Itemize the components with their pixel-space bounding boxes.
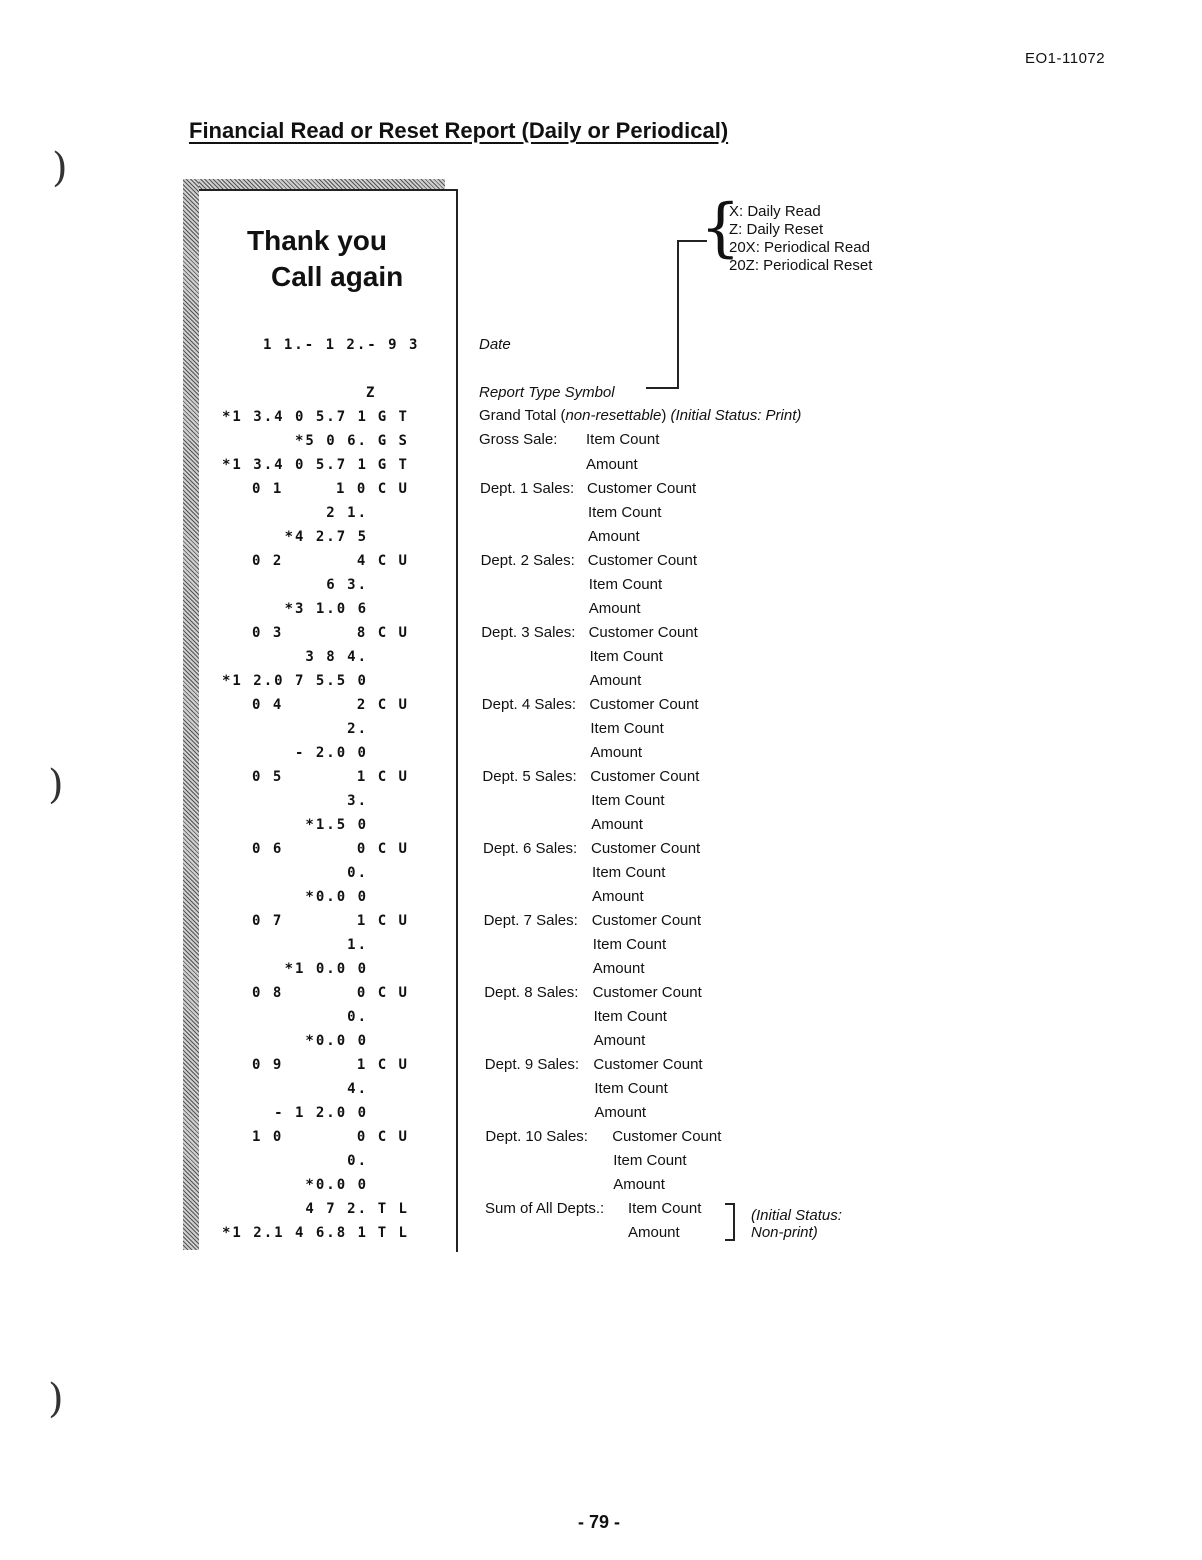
dept-label: Dept. 1 Sales: [480, 480, 575, 497]
dept-label: Dept. 6 Sales: [483, 840, 578, 857]
page-number: - 79 - [578, 1512, 621, 1532]
dept-label: Dept. 8 Sales: [484, 984, 579, 1001]
dept-customer-count-label: Customer Count [612, 1128, 722, 1145]
receipt-line-code: 1 C U [356, 769, 409, 785]
dept-item-count-label: Item Count [613, 1152, 687, 1169]
page-title: Financial Read or Reset Report (Daily or Periodical) [189, 118, 729, 143]
receipt-line-code: 0 C U [356, 1129, 409, 1145]
receipt-line-value: *5 0 6. [294, 433, 368, 449]
receipt-line-value: *1 3.4 0 5.7 1 [221, 409, 368, 425]
binding-mark: ) [48, 1376, 64, 1422]
dept-customer-count-label: Customer Count [588, 624, 698, 641]
receipt-line-value: 1. [347, 937, 368, 953]
receipt-line-code: 1 C U [356, 913, 409, 929]
sum-bracket-top [725, 1203, 735, 1205]
binding-mark: ) [52, 145, 68, 191]
receipt-line-code: 1 0 C U [335, 481, 409, 497]
receipt-line-value: *0.0 0 [305, 1177, 368, 1193]
legend-item-z: Z: Daily Reset [729, 221, 824, 238]
dept-amount-label: Amount [594, 1104, 647, 1121]
dept-customer-count-label: Customer Count [591, 912, 702, 929]
receipt-report-symbol: Z [366, 385, 377, 401]
receipt-line-value: 2 1. [326, 505, 368, 521]
receipt-line-code: 8 C U [356, 625, 409, 641]
binding-mark: ) [48, 762, 64, 808]
receipt-line-code: 1 C U [356, 1057, 409, 1073]
legend-item-20x: 20X: Periodical Read [729, 239, 870, 256]
receipt-shadow-left [183, 179, 199, 1250]
dept-customer-count-label: Customer Count [592, 984, 702, 1001]
label-gross-item-count: Item Count [586, 431, 660, 448]
receipt-line-value: *0.0 0 [305, 1033, 368, 1049]
legend-connector-bottom [646, 387, 679, 389]
dept-customer-count-label: Customer Count [587, 552, 698, 569]
receipt-line-value: 0 6 [252, 841, 284, 857]
receipt-line-value: 0 2 [252, 553, 284, 569]
receipt-line-value: 4. [347, 1081, 368, 1097]
receipt-line-value: 0. [347, 1009, 368, 1025]
dept-label: Dept. 3 Sales: [481, 624, 576, 641]
grand-total-non-resettable: non-resettable [565, 407, 662, 424]
dept-customer-count-label: Customer Count [587, 480, 697, 497]
dept-label: Dept. 5 Sales: [482, 768, 577, 785]
receipt-line-value: 0 4 [252, 697, 284, 713]
label-initial-nonprint-1: (Initial Status: [751, 1207, 842, 1224]
sum-bracket-bottom [725, 1239, 735, 1241]
receipt-thanks-line1: Thank you [247, 225, 388, 256]
receipt-line-value: 0 5 [252, 769, 284, 785]
dept-customer-count-label: Customer Count [589, 696, 699, 713]
receipt-line-code: G T [377, 457, 409, 473]
dept-amount-label: Amount [592, 888, 644, 905]
label-date: Date [479, 336, 511, 353]
dept-item-count-label: Item Count [588, 504, 662, 521]
dept-amount-label: Amount [613, 1176, 665, 1193]
receipt-line-value: *1.5 0 [305, 817, 368, 833]
receipt-line-value: *1 2.0 7 5.5 0 [221, 673, 368, 689]
receipt-line-value: 3. [347, 793, 368, 809]
legend-item-x: X: Daily Read [729, 203, 821, 220]
dept-amount-label: Amount [588, 528, 640, 545]
dept-amount-label: Amount [588, 600, 641, 617]
dept-item-count-label: Item Count [591, 792, 665, 809]
dept-item-count-label: Item Count [592, 936, 667, 953]
grand-total-close: ) [661, 407, 671, 424]
grand-total-text: Grand Total ( [479, 407, 566, 424]
legend-connector-vertical [677, 240, 679, 388]
label-sum-all: Sum of All Depts.: [485, 1200, 605, 1217]
label-gross-amount: Amount [586, 456, 638, 473]
receipt-line-code: 2 C U [356, 697, 409, 713]
label-report-type: Report Type Symbol [479, 384, 615, 401]
sum-bracket-vertical [733, 1203, 735, 1241]
document-id: EO1-11072 [1025, 50, 1106, 67]
label-grand-total [479, 407, 801, 424]
receipt-line-value: 0. [347, 1153, 368, 1169]
receipt-line-code: T L [377, 1225, 409, 1241]
dept-item-count-label: Item Count [592, 864, 666, 881]
receipt-line-value: 0 8 [252, 985, 284, 1001]
receipt-line-value: *1 3.4 0 5.7 1 [221, 457, 368, 473]
receipt-line-value: - 2.0 0 [294, 745, 368, 761]
receipt-line-code: 4 C U [356, 553, 409, 569]
receipt-line-value: 2. [347, 721, 368, 737]
receipt-line-value: *3 1.0 6 [284, 601, 368, 617]
dept-label: Dept. 10 Sales: [485, 1128, 588, 1145]
receipt-line-value: *4 2.7 5 [284, 529, 368, 545]
receipt-line-value: - 1 2.0 0 [274, 1105, 368, 1121]
dept-label: Dept. 2 Sales: [480, 552, 575, 569]
dept-amount-label: Amount [593, 1032, 646, 1049]
receipt-thanks-line2: Call again [271, 261, 404, 292]
dept-customer-count-label: Customer Count [591, 840, 701, 857]
dept-label: Dept. 7 Sales: [483, 912, 578, 929]
dept-customer-count-label: Customer Count [593, 1056, 703, 1073]
dept-amount-label: Amount [591, 816, 643, 833]
receipt-line-code: 0 C U [356, 985, 409, 1001]
receipt-line-value: 0 9 [252, 1057, 284, 1073]
legend-brace: { [700, 191, 741, 265]
label-initial-nonprint-2: Non-print) [751, 1224, 818, 1241]
dept-amount-label: Amount [590, 744, 643, 761]
dept-item-count-label: Item Count [593, 1008, 667, 1025]
dept-label: Dept. 4 Sales: [481, 696, 577, 713]
receipt-line-code: T L [377, 1201, 409, 1217]
receipt-line-code: G T [377, 409, 409, 425]
dept-item-count-label: Item Count [589, 648, 663, 665]
receipt-line-value: 6 3. [326, 577, 368, 593]
label-gross-sale: Gross Sale: [479, 431, 558, 448]
legend-item-20z: 20Z: Periodical Reset [729, 257, 873, 274]
dept-customer-count-label: Customer Count [590, 768, 700, 785]
receipt-line-value: 3 8 4. [305, 649, 368, 665]
label-sum-amount: Amount [628, 1224, 680, 1241]
dept-item-count-label: Item Count [594, 1080, 668, 1097]
receipt-line-value: *1 2.1 4 6.8 1 [221, 1225, 368, 1241]
label-sum-item-count: Item Count [628, 1200, 702, 1217]
dept-amount-label: Amount [592, 960, 645, 977]
grand-total-initial-status: (Initial Status: Print) [670, 407, 802, 424]
dept-item-count-label: Item Count [588, 576, 663, 593]
receipt-line-value: 0 3 [252, 625, 284, 641]
receipt-line-value: *0.0 0 [305, 889, 368, 905]
receipt-line-value: 4 7 2. [305, 1201, 368, 1217]
receipt-line-value: 1 0 [252, 1129, 284, 1145]
dept-amount-label: Amount [589, 672, 642, 689]
receipt-line-code: G S [377, 433, 409, 449]
dept-item-count-label: Item Count [590, 720, 664, 737]
receipt-line-value: 0 7 [252, 913, 284, 929]
receipt-line-value: *1 0.0 0 [284, 961, 368, 977]
receipt-date: 1 1.- 1 2.- 9 3 [263, 337, 420, 353]
receipt-line-code: 0 C U [356, 841, 409, 857]
receipt-line-value: 0. [347, 865, 368, 881]
receipt-line-value: 0 1 [252, 481, 284, 497]
dept-label: Dept. 9 Sales: [484, 1056, 580, 1073]
